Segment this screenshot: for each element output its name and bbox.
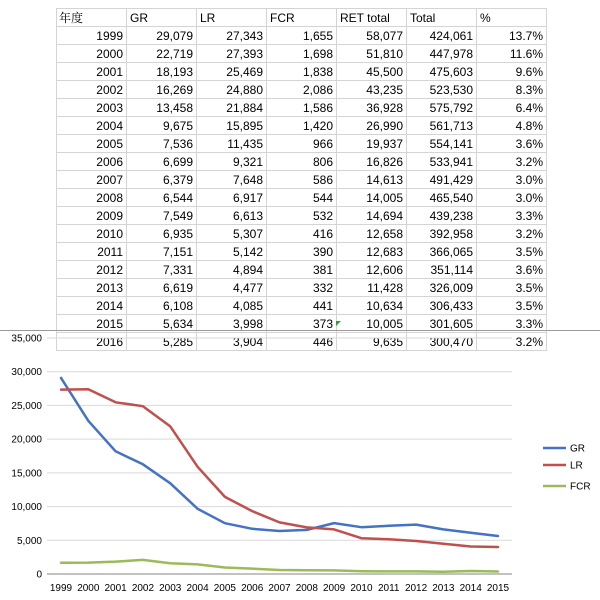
line-chart bbox=[0, 326, 600, 600]
table-cell[interactable]: 806 bbox=[267, 153, 337, 171]
table-cell[interactable]: 366,065 bbox=[407, 243, 477, 261]
table-cell[interactable]: 6,379 bbox=[127, 171, 197, 189]
table-cell[interactable]: 4.8% bbox=[477, 117, 547, 135]
table-cell[interactable]: 300,470 bbox=[407, 333, 477, 351]
x-axis-ticks bbox=[50, 583, 510, 594]
table-cell[interactable]: 3.5% bbox=[477, 243, 547, 261]
table-cell[interactable]: 390 bbox=[267, 243, 337, 261]
table-cell[interactable]: 6,544 bbox=[127, 189, 197, 207]
table-cell[interactable]: 8.3% bbox=[477, 81, 547, 99]
table-cell[interactable]: 3.2% bbox=[477, 333, 547, 351]
x-tick-label: 2004 bbox=[186, 583, 209, 594]
table-cell[interactable]: 381 bbox=[267, 261, 337, 279]
table-cell[interactable]: 533,941 bbox=[407, 153, 477, 171]
table-cell[interactable]: 25,469 bbox=[197, 63, 267, 81]
table-cell[interactable]: 3.3% bbox=[477, 207, 547, 225]
table-cell[interactable]: 12,606 bbox=[337, 261, 407, 279]
table-cell[interactable]: 6,613 bbox=[197, 207, 267, 225]
table-cell[interactable]: 2006 bbox=[57, 153, 127, 171]
table-cell[interactable]: 2008 bbox=[57, 189, 127, 207]
table-cell[interactable]: 2014 bbox=[57, 297, 127, 315]
table-cell[interactable]: 11.6% bbox=[477, 45, 547, 63]
table-header-cell[interactable]: LR bbox=[197, 9, 267, 27]
table-cell[interactable]: 36,928 bbox=[337, 99, 407, 117]
table-cell[interactable]: 1,420 bbox=[267, 117, 337, 135]
table-cell[interactable]: 10,634 bbox=[337, 297, 407, 315]
table-cell[interactable]: 7,151 bbox=[127, 243, 197, 261]
table-header-cell[interactable]: Total bbox=[407, 9, 477, 27]
x-tick-label: 2009 bbox=[323, 583, 346, 594]
x-tick-label: 2013 bbox=[432, 583, 455, 594]
table-row bbox=[57, 135, 547, 153]
chart-gridlines bbox=[47, 338, 512, 574]
table-cell[interactable]: 523,530 bbox=[407, 81, 477, 99]
table-cell[interactable]: 14,005 bbox=[337, 189, 407, 207]
x-tick-label: 2008 bbox=[295, 583, 318, 594]
data-table bbox=[56, 8, 547, 351]
table-row bbox=[57, 81, 547, 99]
table-cell[interactable]: 6,917 bbox=[197, 189, 267, 207]
y-axis-ticks bbox=[11, 334, 42, 581]
table-cell[interactable]: 3,904 bbox=[197, 333, 267, 351]
table-header-cell[interactable]: GR bbox=[127, 9, 197, 27]
table-cell[interactable]: 332 bbox=[267, 279, 337, 297]
table-cell[interactable]: 18,193 bbox=[127, 63, 197, 81]
table-cell[interactable]: 6.4% bbox=[477, 99, 547, 117]
table-cell[interactable]: 2007 bbox=[57, 171, 127, 189]
table-cell[interactable]: 3.5% bbox=[477, 297, 547, 315]
table-cell[interactable]: 29,079 bbox=[127, 27, 197, 45]
table-row bbox=[57, 261, 547, 279]
table-cell[interactable]: 24,880 bbox=[197, 81, 267, 99]
table-cell[interactable]: 1,655 bbox=[267, 27, 337, 45]
table-cell[interactable]: 2009 bbox=[57, 207, 127, 225]
x-tick-label: 2010 bbox=[350, 583, 373, 594]
table-cell[interactable]: 3.2% bbox=[477, 225, 547, 243]
table-cell[interactable]: 416 bbox=[267, 225, 337, 243]
chart-series bbox=[61, 378, 498, 572]
table-cell[interactable]: 2,086 bbox=[267, 81, 337, 99]
table-row bbox=[57, 63, 547, 81]
table-header-cell[interactable]: FCR bbox=[267, 9, 337, 27]
table-cell[interactable]: 6,619 bbox=[127, 279, 197, 297]
table-header-cell[interactable]: 年度 bbox=[57, 9, 127, 27]
table-row bbox=[57, 297, 547, 315]
table-cell[interactable]: 15,895 bbox=[197, 117, 267, 135]
table-cell[interactable]: 3.0% bbox=[477, 189, 547, 207]
table-cell[interactable]: 9,635 bbox=[337, 333, 407, 351]
table-cell[interactable]: 11,435 bbox=[197, 135, 267, 153]
x-tick-label: 2007 bbox=[268, 583, 291, 594]
table-row bbox=[57, 207, 547, 225]
table-header-row bbox=[57, 9, 547, 27]
table-cell[interactable]: 51,810 bbox=[337, 45, 407, 63]
table-cell[interactable]: 5,285 bbox=[127, 333, 197, 351]
table-cell[interactable]: 554,141 bbox=[407, 135, 477, 153]
table-cell[interactable]: 5,634 bbox=[127, 315, 197, 333]
x-tick-label: 2006 bbox=[241, 583, 264, 594]
table-cell[interactable]: 5,142 bbox=[197, 243, 267, 261]
table-cell[interactable]: 19,937 bbox=[337, 135, 407, 153]
table-cell[interactable]: 392,958 bbox=[407, 225, 477, 243]
table-cell[interactable]: 326,009 bbox=[407, 279, 477, 297]
table-cell[interactable]: 16,269 bbox=[127, 81, 197, 99]
table-cell[interactable]: 27,343 bbox=[197, 27, 267, 45]
x-tick-label: 2015 bbox=[486, 583, 510, 594]
table-row bbox=[57, 117, 547, 135]
table-cell[interactable]: 2016 bbox=[57, 333, 127, 351]
table-cell[interactable]: 3.6% bbox=[477, 261, 547, 279]
table-cell[interactable]: 4,085 bbox=[197, 297, 267, 315]
y-tick-label: 5,000 bbox=[16, 535, 42, 547]
table-cell[interactable]: 27,393 bbox=[197, 45, 267, 63]
table-row bbox=[57, 279, 547, 297]
table-cell[interactable]: 26,990 bbox=[337, 117, 407, 135]
table-row bbox=[57, 153, 547, 171]
y-tick-label: 30,000 bbox=[11, 367, 42, 379]
table-cell[interactable]: 3,998 bbox=[197, 315, 267, 333]
table-cell[interactable]: 2013 bbox=[57, 279, 127, 297]
table-cell[interactable]: 11,428 bbox=[337, 279, 407, 297]
table-cell[interactable]: 1,698 bbox=[267, 45, 337, 63]
legend-label-gr: GR bbox=[570, 443, 585, 455]
table-row bbox=[57, 27, 547, 45]
table-cell[interactable]: 4,894 bbox=[197, 261, 267, 279]
table-row bbox=[57, 189, 547, 207]
x-tick-label: 2000 bbox=[77, 583, 100, 594]
table-cell[interactable]: 9,321 bbox=[197, 153, 267, 171]
y-tick-label: 20,000 bbox=[11, 434, 42, 446]
x-tick-label: 2001 bbox=[104, 583, 127, 594]
table-cell[interactable]: 2000 bbox=[57, 45, 127, 63]
table-cell[interactable]: 3.0% bbox=[477, 171, 547, 189]
table-cell[interactable]: 306,433 bbox=[407, 297, 477, 315]
table-cell[interactable]: 6,108 bbox=[127, 297, 197, 315]
table-cell[interactable]: 2012 bbox=[57, 261, 127, 279]
table-cell[interactable]: 1,586 bbox=[267, 99, 337, 117]
table-cell[interactable]: 475,603 bbox=[407, 63, 477, 81]
table-row bbox=[57, 225, 547, 243]
table-cell[interactable]: 3.3% bbox=[477, 315, 547, 333]
table-cell[interactable]: 7,331 bbox=[127, 261, 197, 279]
table-cell[interactable]: 966 bbox=[267, 135, 337, 153]
table-row bbox=[57, 171, 547, 189]
table-cell[interactable]: 13,458 bbox=[127, 99, 197, 117]
table-cell[interactable]: 301,605 bbox=[407, 315, 477, 333]
table-cell[interactable]: 586 bbox=[267, 171, 337, 189]
table-cell[interactable]: 7,648 bbox=[197, 171, 267, 189]
table-cell[interactable]: 2001 bbox=[57, 63, 127, 81]
table-cell[interactable]: 13.7% bbox=[477, 27, 547, 45]
table-cell[interactable]: 2003 bbox=[57, 99, 127, 117]
series-line-fcr bbox=[61, 560, 498, 572]
y-tick-label: 0 bbox=[36, 569, 42, 581]
y-tick-label: 10,000 bbox=[11, 502, 42, 514]
table-cell[interactable]: 5,307 bbox=[197, 225, 267, 243]
table-cell[interactable]: 3.6% bbox=[477, 135, 547, 153]
x-tick-label: 1999 bbox=[49, 583, 73, 594]
table-cell[interactable]: 7,549 bbox=[127, 207, 197, 225]
table-cell[interactable]: 532 bbox=[267, 207, 337, 225]
table-cell[interactable]: 4,477 bbox=[197, 279, 267, 297]
table-cell[interactable]: 45,500 bbox=[337, 63, 407, 81]
table-cell[interactable]: 424,061 bbox=[407, 27, 477, 45]
table-cell[interactable]: 2005 bbox=[57, 135, 127, 153]
table-cell[interactable]: 12,658 bbox=[337, 225, 407, 243]
y-tick-label: 15,000 bbox=[11, 468, 42, 480]
legend-label-fcr: FCR bbox=[570, 481, 591, 493]
x-tick-label: 2011 bbox=[377, 583, 400, 594]
table-cell[interactable]: 2010 bbox=[57, 225, 127, 243]
y-tick-label: 25,000 bbox=[11, 400, 42, 412]
table-cell[interactable]: 21,884 bbox=[197, 99, 267, 117]
table-cell[interactable]: 58,077 bbox=[337, 27, 407, 45]
table-cell[interactable]: 10,005 bbox=[337, 315, 407, 333]
table-cell[interactable]: 22,719 bbox=[127, 45, 197, 63]
table-cell[interactable]: 12,683 bbox=[337, 243, 407, 261]
x-tick-label: 2014 bbox=[459, 583, 482, 594]
table-cell[interactable]: 9.6% bbox=[477, 63, 547, 81]
table-header-cell[interactable]: % bbox=[477, 9, 547, 27]
table-row bbox=[57, 45, 547, 63]
table-cell[interactable]: 439,238 bbox=[407, 207, 477, 225]
table-cell[interactable]: 2002 bbox=[57, 81, 127, 99]
table-cell[interactable]: 2011 bbox=[57, 243, 127, 261]
table-cell[interactable]: 447,978 bbox=[407, 45, 477, 63]
table-cell[interactable]: 2015 bbox=[57, 315, 127, 333]
table-cell[interactable]: 465,540 bbox=[407, 189, 477, 207]
y-tick-label: 35,000 bbox=[11, 333, 42, 345]
table-row bbox=[57, 243, 547, 261]
x-tick-label: 2003 bbox=[159, 583, 182, 594]
table-cell[interactable]: 3.5% bbox=[477, 279, 547, 297]
table-cell[interactable]: 6,699 bbox=[127, 153, 197, 171]
legend-label-lr: LR bbox=[570, 460, 583, 472]
table-cell[interactable]: 1999 bbox=[57, 27, 127, 45]
table-cell[interactable]: 491,429 bbox=[407, 171, 477, 189]
chart-legend bbox=[543, 444, 591, 493]
table-cell[interactable]: 14,613 bbox=[337, 171, 407, 189]
table-cell[interactable]: 351,114 bbox=[407, 261, 477, 279]
x-tick-label: 2005 bbox=[213, 583, 236, 594]
series-line-gr bbox=[61, 378, 498, 536]
series-line-lr bbox=[61, 389, 498, 547]
table-cell[interactable]: 16,826 bbox=[337, 153, 407, 171]
table-cell[interactable]: 43,235 bbox=[337, 81, 407, 99]
table-cell[interactable]: 14,694 bbox=[337, 207, 407, 225]
x-tick-label: 2012 bbox=[404, 583, 428, 594]
table-cell[interactable]: 1,838 bbox=[267, 63, 337, 81]
x-tick-label: 2002 bbox=[131, 583, 155, 594]
table-row bbox=[57, 99, 547, 117]
table-cell[interactable]: 561,713 bbox=[407, 117, 477, 135]
table-header-cell[interactable]: RET total bbox=[337, 9, 407, 27]
table-cell[interactable]: 446 bbox=[267, 333, 337, 351]
table-cell[interactable]: 9,675 bbox=[127, 117, 197, 135]
table-cell[interactable]: 2004 bbox=[57, 117, 127, 135]
table-cell[interactable]: 7,536 bbox=[127, 135, 197, 153]
table-cell[interactable]: 373 bbox=[267, 315, 337, 333]
table-cell[interactable]: 441 bbox=[267, 297, 337, 315]
table-cell[interactable]: 6,935 bbox=[127, 225, 197, 243]
table-cell[interactable]: 544 bbox=[267, 189, 337, 207]
table-cell[interactable]: 575,792 bbox=[407, 99, 477, 117]
table-cell[interactable]: 3.2% bbox=[477, 153, 547, 171]
